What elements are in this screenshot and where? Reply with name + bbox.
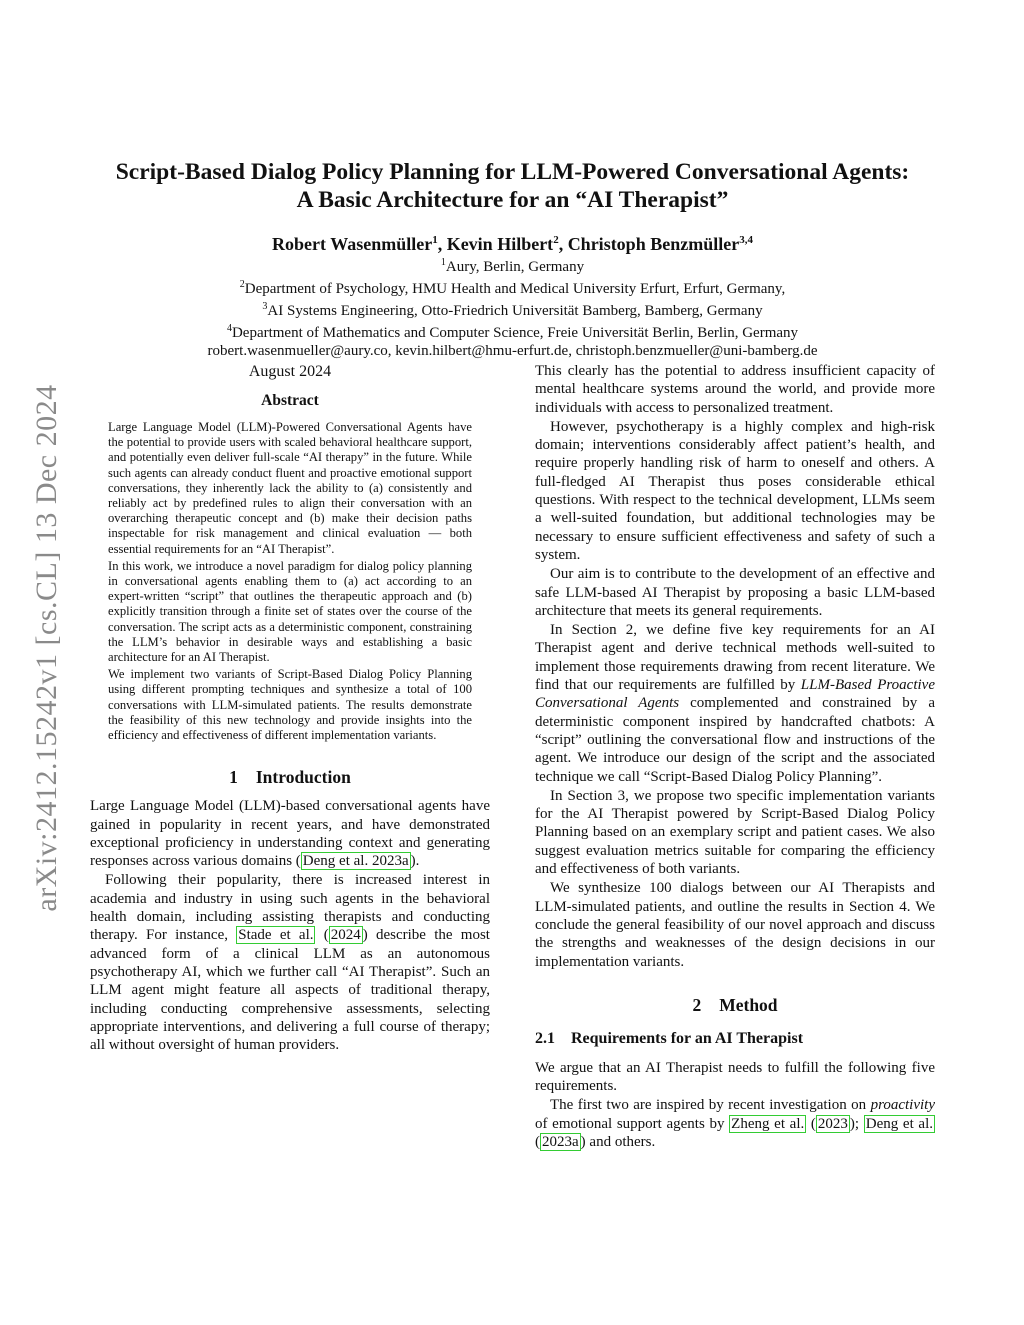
citation-author: Deng et al. [302,853,369,870]
subsection-heading [535,1029,935,1049]
abstract-paragraph: We implement two variants of Script-Based Dialog Policy Planning using different prompting techniques and synthesize a total of 100 conversations with LLM-simulated patients. The results demonstrate the feasibility of this new technology and provide insights into the efficiency and effectiveness of different implementation variants. [108,667,472,743]
author-sup: 1 [432,234,438,246]
section-title: Method [719,994,778,1015]
abstract-heading: Abstract [261,392,319,409]
citation-year-link[interactable]: 2023 [817,1115,848,1132]
arxiv-identifier [20,350,74,945]
text-run: and others. [585,1133,656,1150]
affiliation-line [90,276,935,298]
section-title: Introduction [255,767,351,788]
author-emails: robert.wasenmueller@aury.co, kevin.hilbert@hmu-erfurt.de, christoph.benzmueller@uni-bamberg.de [207,343,818,359]
body-paragraph: Following their popularity, there is increased interest in academia and industry in using such agents in the behavioral health domain, including assisting therapists and conducting therapy. For instance, Stade et al. ( 2024 ) describe the most advanced form of a clinical LLM as an autonomous psychotherapy AI, which we further call “AI Therapist”. Such an LLM agent might feature all aspects of traditional therapy, including conducting comprehensive assessments, selecting appropriate interventions, and delivering a full course of therapy; all without oversight of human providers. [90,872,490,1054]
publication-date: August 2024 [248,363,332,380]
section-number: 1 [229,767,238,788]
body-paragraph: However, psychotherapy is a highly complex and high-risk domain; interventions considerably affect patient’s health, and require properly handling risk of harm to oneself and others. A full-fledged AI Therapist thus poses considerable ethical questions. With respect to the technical development, LLMs seem a well-suited foundation, but additional technologies may be necessary to ensure sufficient effectiveness and safety of such a system. [535,418,935,563]
section-heading-method [535,993,935,1017]
body-paragraph [90,797,490,870]
body-paragraph: Our aim is to contribute to the development of an effective and safe LLM-based AI Therapist by proposing a basic LLM-based architecture that meets its general requirements. [535,566,935,619]
citation-link[interactable]: Stade et al. [238,927,314,944]
text-run: The first two are inspired by recent investigation on [550,1097,871,1114]
body-paragraph: In Section 3, we propose two specific implementation variants for the AI Therapist powered by Script-Based Dialog Policy Planning based on an exemplary script and patient cases. We also suggest evaluation metrics suitable for comparing the efficiency and effectiveness of both variants. [535,787,935,878]
author-list: Robert Wasenmüller$^1$, Kevin Hilbert$^2$, Christoph Benzmüller$^{3,4}$ [272,234,753,254]
abstract-body [90,420,490,743]
text-run: of emotional support agents by [535,1115,730,1132]
title-line-2: A Basic Architecture for an “AI Therapist” [296,187,729,213]
body-paragraph: We argue that an AI Therapist needs to fulfill the following five requirements. [535,1059,935,1095]
text-run: ; [854,1115,864,1132]
affil-text: AI Systems Engineering, Otto-Friedrich Universität Bamberg, Bamberg, Germany [267,303,763,319]
abstract-paragraph: Large Language Model (LLM)-Powered Conversational Agents have the potential to provide users with scaled behavioral healthcare support, and potentially even deliver full-scale “AI therapy” in the future. While such agents can already conduct fluent and proactive emotional support conversations, they inherently lack the ability to (a) consistently and reliably act by predefined rules to align their conversation with an overarching therapeutic concept and (b) make their decision paths inspectable for risk management and clinical evaluation — both essential requirements for an “AI Therapist”. [108,420,472,556]
citation-year-link[interactable]: 2024 [330,927,361,944]
affiliations [90,254,935,360]
affil-sup: 3 [262,301,268,312]
text-run: ). [410,853,420,870]
author-name: Kevin Hilbert [446,234,554,254]
affil-sup: 2 [239,279,245,290]
author-sup: 2 [553,234,559,246]
citation-link[interactable]: Deng et al. [865,1115,933,1132]
paper-title [90,158,935,214]
text-run: Large Language Model (LLM)-based conversational agents have gained in popularity in recent years, and have demonstrated exceptional proficiency in understanding context and generating responses across various domains ( [90,798,490,870]
body-paragraph: We synthesize 100 dialogs between our AI Therapists and LLM-simulated patients, and outline the results in Section 4. We conclude the general feasibility of our novel approach and discuss the strengths and weaknesses of the design decisions in our implementation variants. [535,880,935,970]
citation-year-link[interactable]: 2023a [542,1133,579,1150]
citation-year: 2023a [371,853,409,870]
affil-sup: 1 [440,257,446,268]
body-paragraph [535,621,935,786]
arxiv-id-text: arXiv:2412.15242v1 [cs.CL] 13 Dec 2024 [30,383,63,912]
section-number: 2 [692,994,702,1015]
text-run: complemented and constrained by a deterministic component inspired by handcrafted chatbots: A “script” outlining the conversational flow and instructions of the agent. We introduce our design of the script and the associated technique we call “Script-Based Dialog Policy Planning”. [535,695,935,785]
emphasis-text: proactivity [870,1097,935,1114]
left-column [90,362,490,1055]
affiliation-line [90,298,935,320]
abstract-paragraph: In this work, we introduce a novel paradigm for dialog policy planning in conversational agents enabling them to (a) act according to an expert-written “script” that outlines the therapeutic approach and (b) explicitly transition through a finite set of states over the course of the conversation. The script acts as a deterministic component, constraining the LLM’s behavior in desirable ways and establishing a basic architecture for an AI Therapist. [108,558,472,665]
text-run: describe the most advanced form of a clinical LLM as an autonomous psychotherapy AI, which we further call “AI Therapist”. Such an LLM agent might feature all aspects of traditional therapy, including conducting comprehensive assessments, selecting appropriate interventions, and delivering a full course of therapy; all without oversight of human providers. [90,927,490,1054]
citation-link[interactable] [301,852,411,870]
text-run: In Section 2, we define five key requirements for an AI Therapist agent and derive technical methods well-suited to implement those requirements drawing from recent literature. We find that our requirements are fulfilled by [535,622,935,694]
author-sup: 3,4 [739,234,753,246]
emphasis-text: LLM-Based Proactive Conversational Agents [535,677,935,712]
affil-text: Department of Psychology, HMU Health and Medical University Erfurt, Erfurt, Germany, [244,281,786,297]
text-run: Following their popularity, there is increased interest in academia and industry in using such agents in the behavioral health domain, including assisting therapists and conducting therapy. For instance, [90,872,490,944]
author-name: Robert Wasenmüller [272,234,433,254]
affil-sup: 4 [226,323,232,334]
introduction-body [90,797,490,1054]
affiliation-line [90,320,935,342]
section-heading-introduction [90,765,490,789]
subsection-number: 2.1 [535,1029,555,1047]
body-paragraph: This clearly has the potential to address insufficient capacity of mental healthcare systems around the world, and provide more individuals with access to personalized treatment. [535,363,935,416]
subsection-title: Requirements for an AI Therapist [571,1029,804,1047]
citation-link[interactable]: Zheng et al. [731,1115,805,1132]
affil-text: Department of Mathematics and Computer Science, Freie Universität Berlin, Berlin, Germany [231,325,799,341]
right-column [535,362,935,1152]
author-name: Christoph Benzmüller [567,234,740,254]
title-line-1: Script-Based Dialog Policy Planning for LLM-Powered Conversational Agents: [115,159,910,185]
affiliation-line [90,254,935,276]
body-paragraph: The first two are inspired by recent investigation on proactivity of emotional support agents by Zheng et al. ( 2023 ); Deng et al. ( 2023a ) and others. [535,1097,935,1150]
affil-text: Aury, Berlin, Germany [445,259,585,275]
